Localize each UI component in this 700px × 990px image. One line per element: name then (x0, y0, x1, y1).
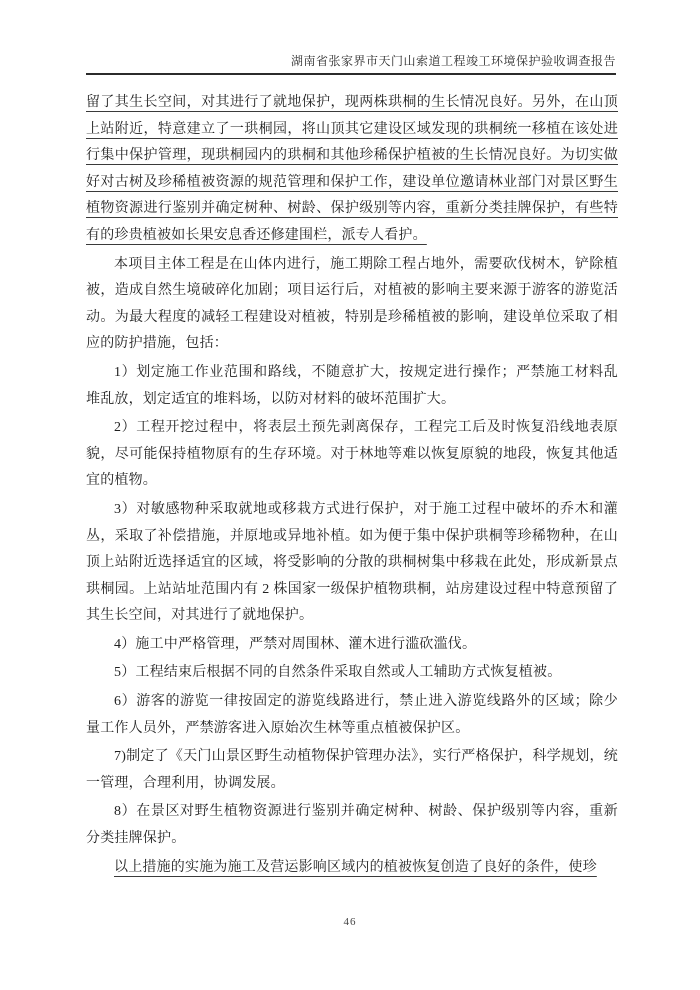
paragraph: 3）对敏感物种采取就地或移栽方式进行保护，对于施工过程中破坏的乔木和灌丛，采取了补偿措施，并原地或异地补植。如为便于集中保护珙桐等珍稀物种，在山顶上站附近选择适宜的区域，将受影响的分散的珙桐树集中移栽在此处，形成新景点珙桐园。上站站址范围内有 2 株国家一级保护植物珙桐，站房建设过程中特意预留了其生长空间，对其进行了就地保护。 (86, 501, 618, 624)
paragraph: 1）划定施工作业范围和路线，不随意扩大，按规定进行操作；严禁施工材料乱堆乱放，划定适宜的堆料场，以防对材料的破坏范围扩大。 (86, 364, 618, 407)
page-header (86, 52, 616, 75)
paragraph: 2）工程开挖过程中，将表层土预先剥离保存，工程完工后及时恢复沿线地表原貌，尽可能保持植物原有的生存环境。对于林地等难以恢复原貌的地段，恢复其他适宜的植物。 (86, 420, 618, 489)
document-body (86, 90, 618, 883)
paragraph: 7)制定了《天门山景区野生动植物保护管理办法》，实行严格保护，科学规划，统一管理，合理利用，协调发展。 (86, 749, 618, 791)
paragraph: 以上措施的实施为施工及营运影响区域内的植被恢复创造了良好的条件，使珍 (114, 859, 597, 875)
page-footer (0, 912, 700, 930)
running-header-title: 湖南省张家界市天门山索道工程竣工环境保护验收调查报告 (86, 52, 616, 75)
paragraph: 本项目主体工程是在山体内进行，施工期除工程占地外，需要砍伐树木，铲除植被，造成自然生境破碎化加剧；项目运行后，对植被的影响主要来源于游客的游览活动。为最大程度的减轻工程建设对植被，特别是珍稀植被的影响，建设单位采取了相应的防护措施，包括： (86, 256, 618, 352)
paragraph: 6）游客的游览一律按固定的游览线路进行，禁止进入游览线路外的区域；除少量工作人员外，严禁游客进入原始次生林等重点植被保护区。 (86, 694, 618, 736)
paragraph: 留了其生长空间，对其进行了就地保护，现两株珙桐的生长情况良好。另外，在山顶上站附近，特意建立了一珙桐园，将山顶其它建设区域发现的珙桐统一移植在该处进行集中保护管理，现珙桐园内的珙桐和其他珍稀保护植被的生长情况良好。为切实做好对古树及珍稀植被资源的规范管理和保护工作，建设单位邀请林业部门对景区野生植物资源进行鉴别并确定树种、树龄、保护级别等内容，重新分类挂牌保护，有些特有的珍贵植被如长果安息香还修建围栏，派专人看护。 (86, 95, 618, 243)
paragraph: 8）在景区对野生植物资源进行鉴别并确定树种、树龄、保护级别等内容，重新分类挂牌保护。 (86, 804, 618, 847)
page-number: 46 (343, 916, 357, 928)
paragraph: 5）工程结束后根据不同的自然条件采取自然或人工辅助方式恢复植被。 (114, 665, 562, 681)
paragraph: 4）施工中严格管理，严禁对周围林、灌木进行滥砍滥伐。 (114, 636, 477, 652)
